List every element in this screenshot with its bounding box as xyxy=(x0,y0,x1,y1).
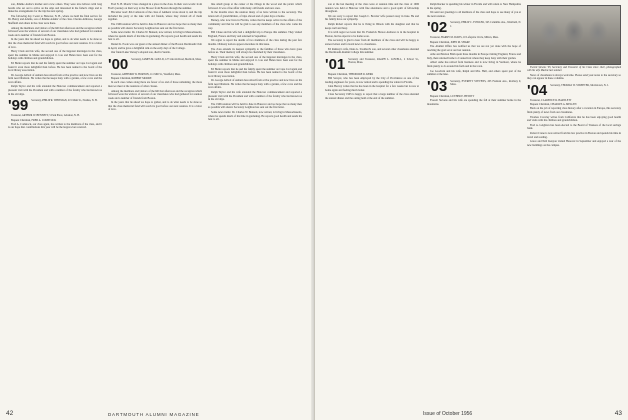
paragraph: Robert Crane is now retired from his law practice in Boston and spends his time in travel and reading. xyxy=(527,131,621,139)
paragraph: Harry Clark and his wife, the second one of the happiest marriages in the class, spent the summer in Maine and enjoyed it. Lou and Helen have been east for the holidays with children and grandchildren. xyxy=(208,55,302,66)
class-section-00 xyxy=(108,58,202,71)
paragraph: Joe Goodwin and his wife, Ralph and Mrs. Hull, and others spent part of the summer at the lake. xyxy=(427,69,521,77)
right-page-number: 43 xyxy=(614,410,622,417)
paragraph: In each case comes along there are fewer of us and of those remaining, the more men we meet at the reunions of other classes. xyxy=(108,81,202,88)
paragraph: We send our greetings to all members of the class and hope to see many of you at the next reunion. xyxy=(427,11,521,18)
class-year-heading: '01 xyxy=(325,57,346,71)
paragraph: His letter read: Jim Comstock of the class of Amherst wrote about it, and the trip included the party at the lake with old friends, where they visited all of them together. xyxy=(108,11,202,22)
secretary-line: Secretary, PHILIP R. WHITMAN, 215 Main St., Nashua, N. H. xyxy=(31,99,98,103)
class-year-heading: '04 xyxy=(527,83,548,97)
agent-line: Bequest Chairman, THEODORE R. KERR xyxy=(328,72,374,76)
class-photo xyxy=(527,5,621,65)
paragraph: The Alumni Office has notified us that we are not yet done with the hope of reaching the goal set at our last reunion. xyxy=(427,44,521,52)
paragraph: Dr. George Abbott of Auburn has retired from active practice and now lives on his farm near Dixmont. He writes that he keeps busy with a garden, a few cows and the town affairs. xyxy=(8,73,102,84)
paragraph: Thomas Crowley writes from California that he has been enjoying good health and visits with his children and grandchildren. xyxy=(527,115,621,123)
paragraph: Dr. George Abbott of Auburn has retired from active practice and now lives on his farm near Dixmont. He writes that he keeps busy with a garden, a few cows and the town affairs. xyxy=(208,79,302,90)
right-column-1 xyxy=(325,3,419,407)
paragraph: fine small group at the center of the village in the wood and the picnic which followed. It was a fine affair with many old friends and new ones. xyxy=(208,3,302,10)
class-year-heading: '03 xyxy=(427,79,448,93)
treasurer-line: Treasurer, CLARENCE R. BARTLETT xyxy=(530,98,572,102)
paragraph: Harry Clark and his wife, the second one of the happiest marriages in the class, spent the summer in Maine and enjoyed it. Lou and Helen have been east for the holidays with children and grandchildren. xyxy=(8,50,102,61)
agent-line: Bequest Chairman, FRED A. COMSTOCK xyxy=(11,118,57,122)
paragraph: Among the members and visitors of the hill that afternoon and the reception which followed were the widows of several of our classmates who had gathered for reunion week and a number of friends from Boston. xyxy=(108,89,202,100)
page-footer xyxy=(0,407,628,420)
paragraph: Albert Ashe has retired from business and is now living in Vermont, where he finds plenty to do around his farm and in the town. xyxy=(427,61,521,68)
treasurer-line: Treasurer, ARTHUR W. BENNETT, 5 Park Place, Lebanon, N. H. xyxy=(11,114,80,118)
left-column-3 xyxy=(208,3,302,407)
issue-date: Issue of October 1956 xyxy=(423,411,473,417)
paragraph: Fred A. Comstock, our class agent, has written to the members of the class, and it is our hope that contributions this year will be the largest ever received. xyxy=(8,122,102,130)
secretary-line: Secretary, PHILIP C. FOWLER, 345 Columbia Ave., Westfield, N. J. xyxy=(450,21,521,28)
agent-line: Bequest Chairman, ROBERT MOORE xyxy=(111,77,152,81)
paragraph: In the years that lie ahead we hope to gather, and to do what needs to be done so that the class memorial fund will reach its goal before our next reunion. It is a labor of love. xyxy=(8,38,102,49)
paragraph: Bill Sawyer, who has been employed by the City of Providence as one of the leading engineers for years, is now retired and is spending the winter in Florida. xyxy=(325,77,419,84)
paragraph: Ed Butler reports that he and his family spent the summer on Cape Cod again and found it even more delightful than before. He has been named to the board of the local library association. xyxy=(208,67,302,78)
paragraph: In the years that lie ahead we hope to gather, and to do what needs to be done so that the class memorial fund will reach its goal before our next reunion. It is a labor of love. xyxy=(108,101,202,112)
treasurer-line: Treasurer, HARRY M. DAVIS, 10 Lafayette Circle, Milton, Mass. xyxy=(430,36,499,40)
paragraph: Ed Butler reports that he and his family spent the summer on Cape Cod again and found it even more delightful than before. He has been named to the board of the local library association. xyxy=(8,61,102,73)
paragraph: News of classmates is always welcome. Please send your notes to the secretary so they can appear in these columns. xyxy=(527,73,621,81)
paragraph: Ralph Rucker is spending his winter in Florida and will return to New Hampshire in the spring. xyxy=(427,3,521,10)
right-column-2 xyxy=(427,3,521,407)
paragraph: Ed Ramsay's wife, Dana G. Stoddard's son, and several other classmates attended the Dartmouth Alumni College this summer. xyxy=(325,47,419,55)
paragraph: We are sorry to report that Joseph C. Bowles' wife passed away in June. He and his family have our sympathy. xyxy=(325,14,419,22)
paragraph: Grace and Neil Kenyon visited Hanover in September and enjoyed a tour of the new buildings on the campus. xyxy=(527,140,621,147)
paragraph: Class Secretary 1905 is happy to report that a large number of the class attended the annual dinner and the outing held at the end of the summer. xyxy=(325,93,419,100)
class-year-heading: '02 xyxy=(427,21,448,35)
secretary-line: Secretary and Treasurer, RALPH L. LOWELL, 2 School St., Boston, Mass. xyxy=(348,57,419,65)
paragraph: Back on the job of reporting class history after a vacation in Europe, this secretary finds plenty of news from our classmates. xyxy=(527,107,621,114)
paragraph: John Hervey writes that he has been in the hospital for a few weeks but is now at home again and feeling much better. xyxy=(325,85,419,92)
secretary-line: Secretary, THOMAS W. STREETER, Morristown, N. J. xyxy=(550,83,609,87)
right-column-3 xyxy=(527,3,621,407)
secretary-line: Secretary, EVERETT STEVENS, 203 Fremont Ave., Roxbury 9, Mass. xyxy=(450,79,521,87)
left-column-1 xyxy=(8,3,102,407)
paragraph: Fred N. H. Morris' Class changed in a place in the class. In their own words: from Fred's journey on their way to the Hoosac from Boston through the summer. xyxy=(108,3,202,10)
paragraph: The 1906 reunion will be held in June in Hanover and we hope that as many men as possible will attend. Secretary Leighton has sent out the first letter. xyxy=(208,102,302,110)
paragraph: Some news items: Dr. Charles W. Bennett, now retired, is living in Massachusetts, where he spends much of his time in gardening. He reports good health and sends his best to all. xyxy=(108,31,202,42)
paragraph: Some news items: Dr. Charles W. Bennett, now retired, is living in Massachusetts, where he spends much of his time in gardening. He reports good health and sends his best to all. xyxy=(208,111,302,122)
paragraph: Bill Chase and his wife had a delightful trip to Europe this summer. They visited England, France and Italy and returned in September. xyxy=(208,31,302,38)
photo-caption: Everett Stevens '03, Secretary and Treasurer of his Class since 1941, photographed with his wife Maxine last summer. xyxy=(527,66,621,73)
paragraph: Ralph Robert reports that he is living in Illinois with his daughter and that he keeps well and busy. xyxy=(325,22,419,30)
paragraph: son at the last meeting of the class were at reunion time and the class of 1906 reunion was held at Hanover with fine attendance and a good spirit of fellowship throughout. xyxy=(325,3,419,14)
paragraph: The 1906 reunion will be held in June in Hanover and we hope that as many men as possible will attend. Secretary Leighton has sent out the first letter. xyxy=(108,22,202,30)
secretary-line: Secretary, JAMES M. GOULD, 127 Lincoln Road, Medford, Mass. xyxy=(131,57,202,61)
paragraph: The following day I went to Hanover, N. H., where we held the final service for Dr. Henry and Adams, son of Jimmie Adams' of the class. Charles Ambrose, George Sheffield and others in the class were there. xyxy=(8,14,102,25)
paragraph: Arlie and Marion Brim spent three months in Europe visiting England, France and Italy, then returned home to Connecticut where they keep busy with their garden. xyxy=(427,53,521,60)
treasurer-line: Treasurer, ASHFORD W. HORTON, 111 Mill St., Westfield, Mass. xyxy=(111,72,181,76)
publication-name: DARTMOUTH ALUMNI MAGAZINE xyxy=(108,412,200,417)
class-year-heading: '99 xyxy=(8,99,29,113)
class-year-heading: '00 xyxy=(108,57,129,71)
paragraph: It is with regret we learn that Dr. Frederick Horace Andrews is in the hospital in Boston, but he expects to be home soon. xyxy=(325,31,419,38)
paragraph: Ralph Taylor and his wife attended the Hanover commencement and reported a pleasant visit with the President and with a number of the faculty who had known us in the old days. xyxy=(8,85,102,96)
paragraph: Our friend Luke Varney's adopted son, died in Seattle. xyxy=(111,51,171,55)
paragraph: Daniel K. Poole was our guest at the annual dinner of the Boston Dartmouth Club in April, and he gave a delightful talk on the early days of the College. xyxy=(108,42,202,50)
paragraph: The class extends its deepest sympathy to the families of those who have gone before us. Their memory will always be cherished by their classmates. xyxy=(208,47,302,55)
class-section-99 xyxy=(8,99,102,112)
paragraph: Barney, who now lives in Florida, writes that he keeps active in the affairs of the community and that he will be glad to see any members of the class who come his way. xyxy=(208,19,302,30)
agent-line: Bequest Chairman, LUTHER E. HEWITT xyxy=(430,94,475,98)
paragraph: Fred A. Leighton has been elected to the Board of Trustees of the local savings bank. xyxy=(527,123,621,131)
right-page xyxy=(314,0,628,420)
class-section-01 xyxy=(325,58,419,71)
left-page-number: 42 xyxy=(6,410,14,417)
paragraph: Among the members and visitors of the hill that afternoon and the reception which followed were the widows of several of our classmates who had gathered for reunion week and a number of friends from Boston. xyxy=(8,26,102,37)
class-section-03 xyxy=(427,80,521,93)
paragraph: We regret to report the deaths of two members of the class during the past few months. Obituary notices appear elsewhere in this issue. xyxy=(208,39,302,46)
class-section-02 xyxy=(427,21,521,34)
paragraph: son, Jimmie Andre's mother and a few others. They were nice fellows with long beards who set out to arrive on the Alps and interested in the father's ridge and to make the arrangements for the trip the next spring. xyxy=(8,3,102,14)
paragraph: The secretary is glad to hear from all members of the class and will be happy to answer letters and forward news to classmates. xyxy=(325,39,419,46)
left-column-2 xyxy=(108,3,202,407)
class-section-04 xyxy=(527,84,621,97)
paragraph: Everett Stevens and his wife are spending the fall at their summer home in the mountains. xyxy=(427,99,521,106)
paragraph: In the months since the reunion many of us have written to the secretary. The letters tell of grandchildren, of trips abroad and of quiet days at home. xyxy=(208,11,302,18)
paragraph: Ralph Taylor and his wife attended the Hanover commencement and reported a pleasant visit with the President and with a number of the faculty who had known us in the old days. xyxy=(208,91,302,102)
agent-line: Bequest Chairman, CHARLES A. MELLEN xyxy=(530,103,577,107)
agent-line: Bequest Chairman, JOHN M. SHARP xyxy=(430,40,470,44)
